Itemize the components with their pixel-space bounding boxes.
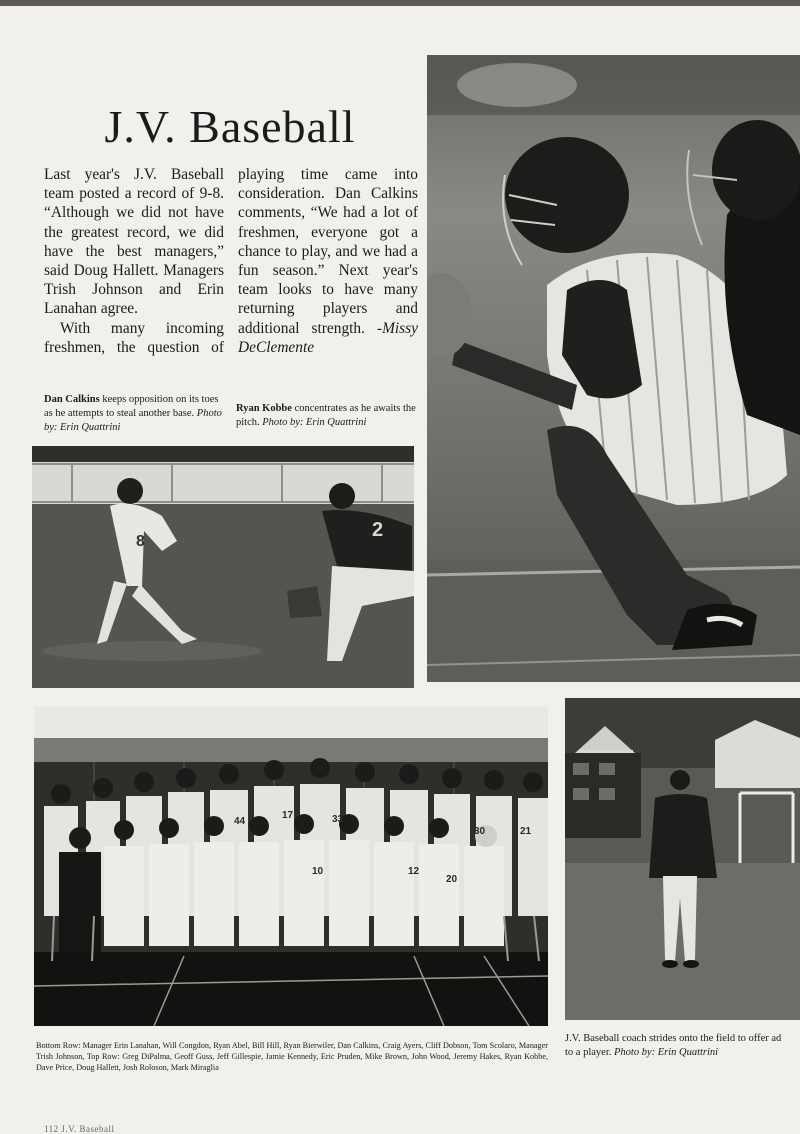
article-paragraph-2-text: With many incoming freshmen, the question of playing time came into consideration. Dan Calkins comments, “We had a lot of freshmen, everyone got a chance to play, and we had a fun season.” Next year's team looks to have many returning players and additional strength. [44,166,418,356]
team-photo [34,706,548,1026]
runner-jersey-number: 8 [136,533,145,550]
runner-caption-text: keeps opposition on its toes as he attempts to steal another base. [44,394,219,419]
page-footer: 112 J.V. Baseball [44,1124,115,1134]
catcher-caption-name: Ryan Kobbe [236,403,292,414]
runner-caption-credit: Photo by: Erin Quattrini [44,408,222,433]
team-jersey-10: 10 [312,866,324,877]
article-paragraph-1: Last year's J.V. Baseball team posted a record of 9-8. “Although we did not have the greatest record, we did have the best managers,” said Doug Hallett. Managers Trish Johnson and Erin Lanahan agree. [44,166,224,318]
coach-photo-caption [565,1032,800,1060]
baserunner-photo [32,446,414,688]
article-byline: -Missy DeClemente [238,319,418,356]
coach-caption-line-2 [565,1046,800,1060]
coach-caption-credit: Photo by: Erin Quattrini [613,1047,719,1058]
team-jersey-30: 30 [474,826,486,837]
team-jersey-17: 17 [282,810,294,821]
coach-photo [565,698,800,1020]
team-jersey-12: 12 [408,866,420,877]
catcher-caption-text: concentrates as he awaits the pitch. [236,403,416,428]
runner-photo-caption [44,393,224,435]
page-top-border [0,0,800,6]
team-jersey-33: 33 [332,814,344,825]
team-photo-caption: Bottom Row: Manager Erin Lanahan, Will Congdon, Ryan Abel, Bill Hill, Ryan Bierwiler, Dan Calkins, Craig Ayers, Cliff Dobson, Tom Scolaro, Manager Trish Johnson, Top Row: Greg DiPalma, Geoff Guss, Jeff Gillespie, Jamie Kennedy, Eric Pruden, Mike Brown, John Wood, Jeremy Hakes, Ryan Kobbe, Dave Price, Doug Hallett, Josh Roloson, Mark Miraglia [36,1041,548,1072]
team-jersey-20: 20 [446,874,458,885]
page-title: J.V. Baseball [104,101,356,152]
catcher-caption-credit: Photo by: Erin Quattrini [262,417,367,428]
team-jersey-44: 44 [234,816,246,827]
coach-caption-line-1: J.V. Baseball coach strides onto the field to offer ad [565,1033,782,1044]
runner-caption-name: Dan Calkins [44,394,100,405]
team-jersey-21: 21 [520,826,532,837]
coach-caption-text-2: to a player. [565,1047,612,1058]
catcher-photo [427,55,800,682]
article-body [44,165,418,357]
catcher-photo-caption [236,402,418,430]
fielder-jersey-number: 2 [372,519,384,541]
